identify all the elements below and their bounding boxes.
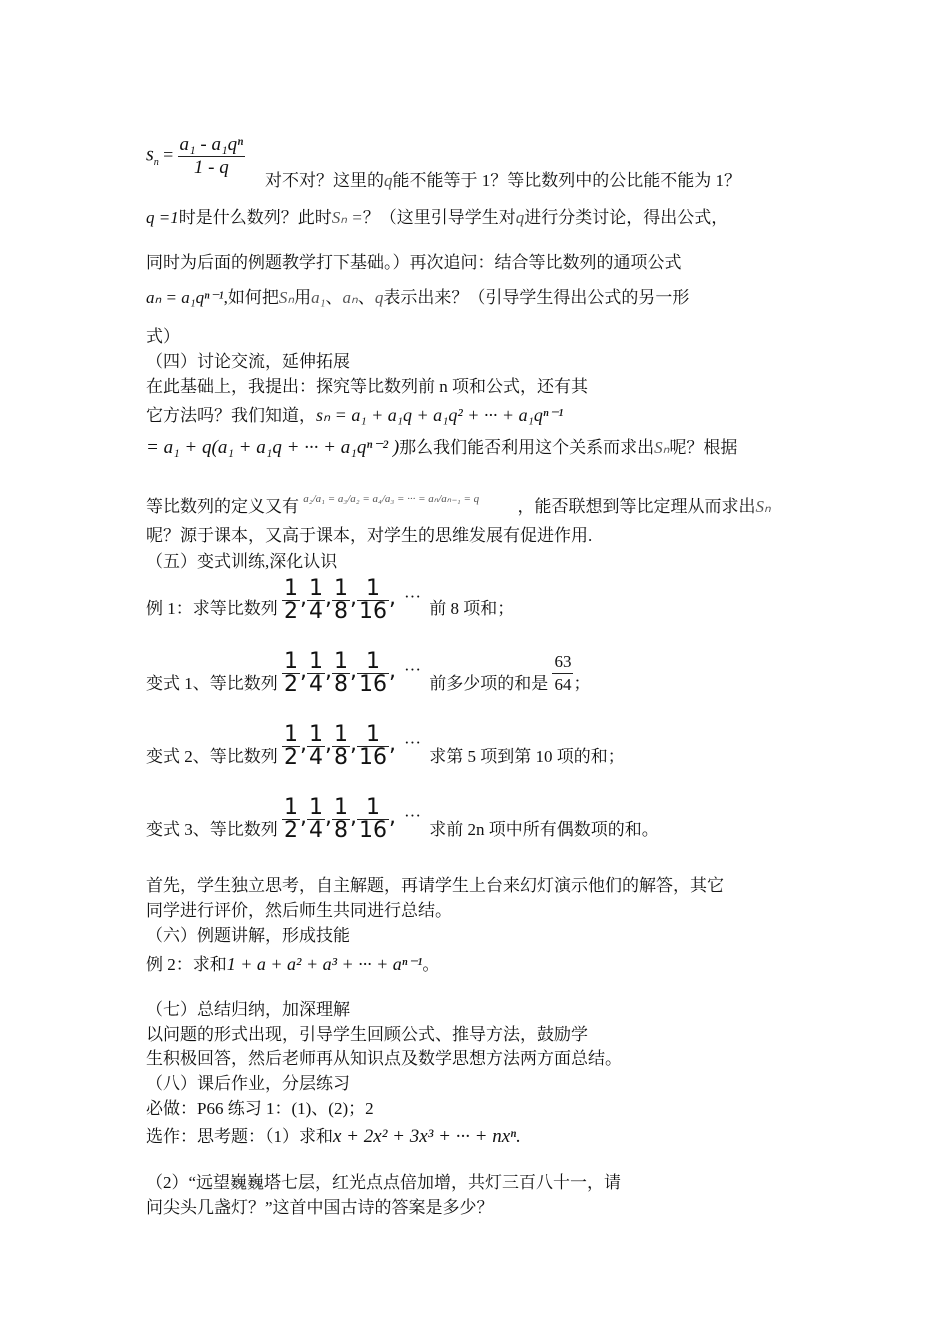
example-text: 前 8 项和； xyxy=(429,599,515,618)
fraction-denominator: 4 xyxy=(309,672,323,697)
section-6-title: （六）例题讲解，形成技能 xyxy=(146,926,350,945)
sn-symbol: Sₙ xyxy=(654,438,670,457)
section-7-line-2: 生积极回答，然后老师再从知识点及数学思想方法两方面总结。 xyxy=(146,1049,622,1068)
fraction-denominator: 4 xyxy=(309,745,323,770)
homework-poem-line-1: （2）“远望巍巍塔七层，红光点点倍加增，共灯三百八十一，请 xyxy=(146,1173,622,1192)
ellipsis: ··· xyxy=(404,660,421,680)
fraction-numerator: 1 xyxy=(334,649,348,674)
variant-text: 变式 2、等比数列 xyxy=(146,747,278,766)
fraction-denominator: 2 xyxy=(284,745,298,770)
fraction-numerator: 1 xyxy=(334,795,348,820)
separator: 、 xyxy=(325,288,343,307)
section-5-line-1: 首先，学生独立思考，自主解题，再请学生上台来幻灯演示他们的解答，其它 xyxy=(146,876,724,895)
sequence-term-fraction xyxy=(357,578,389,623)
fraction-numerator: 1 xyxy=(309,576,323,601)
sequence-term-fraction xyxy=(307,651,325,696)
sequence-term-fraction xyxy=(282,797,300,842)
sum-factor-formula: = a₁ + q(a₁ + a₁q + ··· + a₁qⁿ⁻² ) xyxy=(146,437,400,458)
example-text: 例 2：求和 xyxy=(146,955,227,974)
ellipsis: ··· xyxy=(404,587,421,607)
sequence-term-fraction xyxy=(357,651,389,696)
ratio-chain-formula: a₂/a₁ = a₃/a₂ = a₄/a₃ = ··· = aₙ/aₙ₋₁ = q xyxy=(303,493,480,505)
sn-symbol: Sₙ xyxy=(278,288,295,307)
sequence-term-fraction xyxy=(282,724,300,769)
comma: , xyxy=(350,658,357,684)
intro-text: 对不对？这里的 xyxy=(265,171,384,190)
fraction-numerator: 1 xyxy=(309,722,323,747)
geometric-sequence xyxy=(282,651,421,696)
intro-line-3: 同时为后面的例题教学打下基础。）再次追问：结合等比数列的通项公式 xyxy=(146,253,682,272)
fraction-numerator: a₁ - a₁qⁿ xyxy=(179,134,244,155)
fraction-numerator: 1 xyxy=(284,649,298,674)
variant-3 xyxy=(146,797,659,842)
fraction-numerator: 1 xyxy=(357,651,389,674)
fraction-denominator: 1 - q xyxy=(193,157,229,178)
comma: , xyxy=(389,731,396,757)
fraction-denominator: 16 xyxy=(359,599,387,624)
intro-line-4 xyxy=(146,287,689,309)
homework-required: 必做：P66 练习 1：(1)、(2)；2 xyxy=(146,1099,374,1118)
comma: , xyxy=(325,731,332,757)
comma: , xyxy=(350,585,357,611)
sn-fraction xyxy=(178,134,246,179)
fraction-denominator: 2 xyxy=(284,818,298,843)
homework-text: 选作：思考题：（1）求和 xyxy=(146,1127,333,1146)
intro-text: ？（这里引导学生对 xyxy=(362,208,516,227)
sequence-term-fraction xyxy=(307,797,325,842)
a1-symbol: a₁ xyxy=(311,288,326,307)
weighted-sum-formula: x + 2x² + 3x³ + ··· + nxⁿ. xyxy=(333,1126,521,1147)
fraction-denominator: 8 xyxy=(334,672,348,697)
fraction-numerator: 1 xyxy=(309,649,323,674)
fraction-denominator: 16 xyxy=(359,745,387,770)
fraction-numerator: 1 xyxy=(357,578,389,601)
homework-optional xyxy=(146,1126,521,1148)
fraction-denominator: 16 xyxy=(359,672,387,697)
section-text: 呢？根据 xyxy=(669,438,738,457)
sn-subscript: n xyxy=(153,156,159,168)
comma: , xyxy=(350,804,357,830)
an-symbol: aₙ xyxy=(342,288,358,307)
fraction-numerator: 1 xyxy=(357,797,389,820)
section-4-title: （四）讨论交流，延伸拓展 xyxy=(146,352,350,371)
comma: , xyxy=(300,731,307,757)
comma: , xyxy=(389,585,396,611)
fraction-denominator: 16 xyxy=(359,818,387,843)
comma: , xyxy=(325,658,332,684)
sequence-term-fraction xyxy=(332,578,350,623)
example-text: 例 1：求等比数列 xyxy=(146,599,278,618)
intro-line-2 xyxy=(146,207,728,229)
fraction-denominator: 8 xyxy=(334,818,348,843)
geometric-sequence xyxy=(282,724,421,769)
section-8-title: （八）课后作业，分层练习 xyxy=(146,1074,350,1093)
fraction-denominator: 2 xyxy=(284,672,298,697)
fraction-63-64 xyxy=(552,651,573,696)
geometric-sequence xyxy=(282,797,421,842)
fraction-numerator: 1 xyxy=(284,722,298,747)
sn-symbol: Sₙ xyxy=(755,497,771,516)
intro-text: ,如何把 xyxy=(223,288,279,307)
intro-text: 时是什么数列？此时 xyxy=(178,208,332,227)
comma: , xyxy=(325,804,332,830)
comma: , xyxy=(300,804,307,830)
fraction-numerator: 1 xyxy=(309,795,323,820)
section-5-title: （五）变式训练,深化认识 xyxy=(146,552,338,571)
variant-text: 求前 2n 项中所有偶数项的和。 xyxy=(429,820,659,839)
ellipsis: ··· xyxy=(404,733,421,753)
intro-text: 能不能等于 1？等比数列中的公比能不能为 1？ xyxy=(392,171,741,190)
sequence-term-fraction xyxy=(332,651,350,696)
sum-expansion-formula: sₙ = a₁ + a₁q + a₁q² + ··· + a₁qⁿ⁻¹ xyxy=(316,405,564,425)
section-4-line-5: 呢？源于课本，又高于课本，对学生的思维发展有促进作用. xyxy=(146,526,593,545)
section-7-title: （七）总结归纳，加深理解 xyxy=(146,1000,350,1019)
geometric-sequence xyxy=(282,578,421,623)
example-1 xyxy=(146,578,514,623)
section-7-line-1: 以问题的形式出现，引导学生回顾公式、推导方法，鼓励学 xyxy=(146,1025,588,1044)
section-4-line-2 xyxy=(146,404,563,427)
intro-line-5: 式） xyxy=(146,327,180,346)
sequence-term-fraction xyxy=(357,797,389,842)
section-4-line-1: 在此基础上，我提出：探究等比数列前 n 项和公式，还有其 xyxy=(146,377,588,396)
variant-2 xyxy=(146,724,625,769)
formula-q-equals-1: q =1 xyxy=(146,208,179,227)
section-5-line-2: 同学进行评价，然后师生共同进行总结。 xyxy=(146,901,452,920)
variant-text: 求第 5 项到第 10 项的和； xyxy=(429,747,625,766)
example-2 xyxy=(146,953,439,976)
intro-text: 表示出来？（引导学生得出公式的另一形 xyxy=(383,288,690,307)
fraction-numerator: 1 xyxy=(334,722,348,747)
intro-line-1 xyxy=(265,170,741,192)
separator: 、 xyxy=(357,288,375,307)
section-4-line-3 xyxy=(146,437,737,459)
sequence-term-fraction xyxy=(282,651,300,696)
fraction-denominator: 4 xyxy=(309,818,323,843)
general-term-formula: aₙ = a₁qⁿ⁻¹ xyxy=(146,288,224,307)
punctuation: ； xyxy=(573,674,591,693)
fraction-denominator: 4 xyxy=(309,599,323,624)
fraction-numerator: 63 xyxy=(552,651,573,674)
ellipsis: ··· xyxy=(404,806,421,826)
intro-text: 进行分类讨论，得出公式， xyxy=(524,208,729,227)
sn-symbol: Sₙ = xyxy=(331,208,363,227)
fraction-denominator: 8 xyxy=(334,745,348,770)
comma: , xyxy=(300,658,307,684)
fraction-denominator: 2 xyxy=(284,599,298,624)
section-text: 等比数列的定义又有 xyxy=(146,497,299,516)
fraction-denominator: 64 xyxy=(554,675,572,694)
comma: , xyxy=(389,658,396,684)
sequence-term-fraction xyxy=(307,578,325,623)
fraction-numerator: 1 xyxy=(284,576,298,601)
section-text: 它方法吗？我们知道， xyxy=(146,406,316,425)
punctuation: 。 xyxy=(422,955,440,974)
power-sum-formula: 1 + a + a² + a³ + ··· + aⁿ⁻¹ xyxy=(226,954,423,974)
variant-text: 前多少项的和是 xyxy=(429,674,549,693)
q-variable: q xyxy=(374,288,384,307)
fraction-numerator: 1 xyxy=(357,724,389,747)
q-variable: q xyxy=(515,208,525,227)
intro-text: 用 xyxy=(294,288,312,307)
sequence-term-fraction xyxy=(357,724,389,769)
variant-text: 变式 3、等比数列 xyxy=(146,820,278,839)
sequence-term-fraction xyxy=(332,724,350,769)
fraction-denominator: 8 xyxy=(334,599,348,624)
comma: , xyxy=(300,585,307,611)
variant-text: 变式 1、等比数列 xyxy=(146,674,278,693)
comma: , xyxy=(325,585,332,611)
sequence-term-fraction xyxy=(307,724,325,769)
q-variable: q xyxy=(384,171,393,190)
sn-symbol: s xyxy=(146,143,154,166)
comma: , xyxy=(350,731,357,757)
sequence-term-fraction xyxy=(332,797,350,842)
section-text: 那么我们能否利用这个关系而求出 xyxy=(399,438,655,457)
fraction-numerator: 1 xyxy=(284,795,298,820)
sequence-term-fraction xyxy=(282,578,300,623)
variant-1 xyxy=(146,651,590,696)
comma: , xyxy=(389,804,396,830)
fraction-numerator: 1 xyxy=(334,576,348,601)
section-text: ，能否联想到等比定理从而求出 xyxy=(517,497,756,516)
homework-poem-line-2: 问尖头几盏灯？”这首中国古诗的答案是多少？ xyxy=(146,1198,494,1217)
sn-formula: $s_n$ = $\frac{\text{a₁ - a₁qⁿ}}{1 - q}$ xyxy=(146,134,244,178)
section-4-line-4 xyxy=(146,493,771,520)
